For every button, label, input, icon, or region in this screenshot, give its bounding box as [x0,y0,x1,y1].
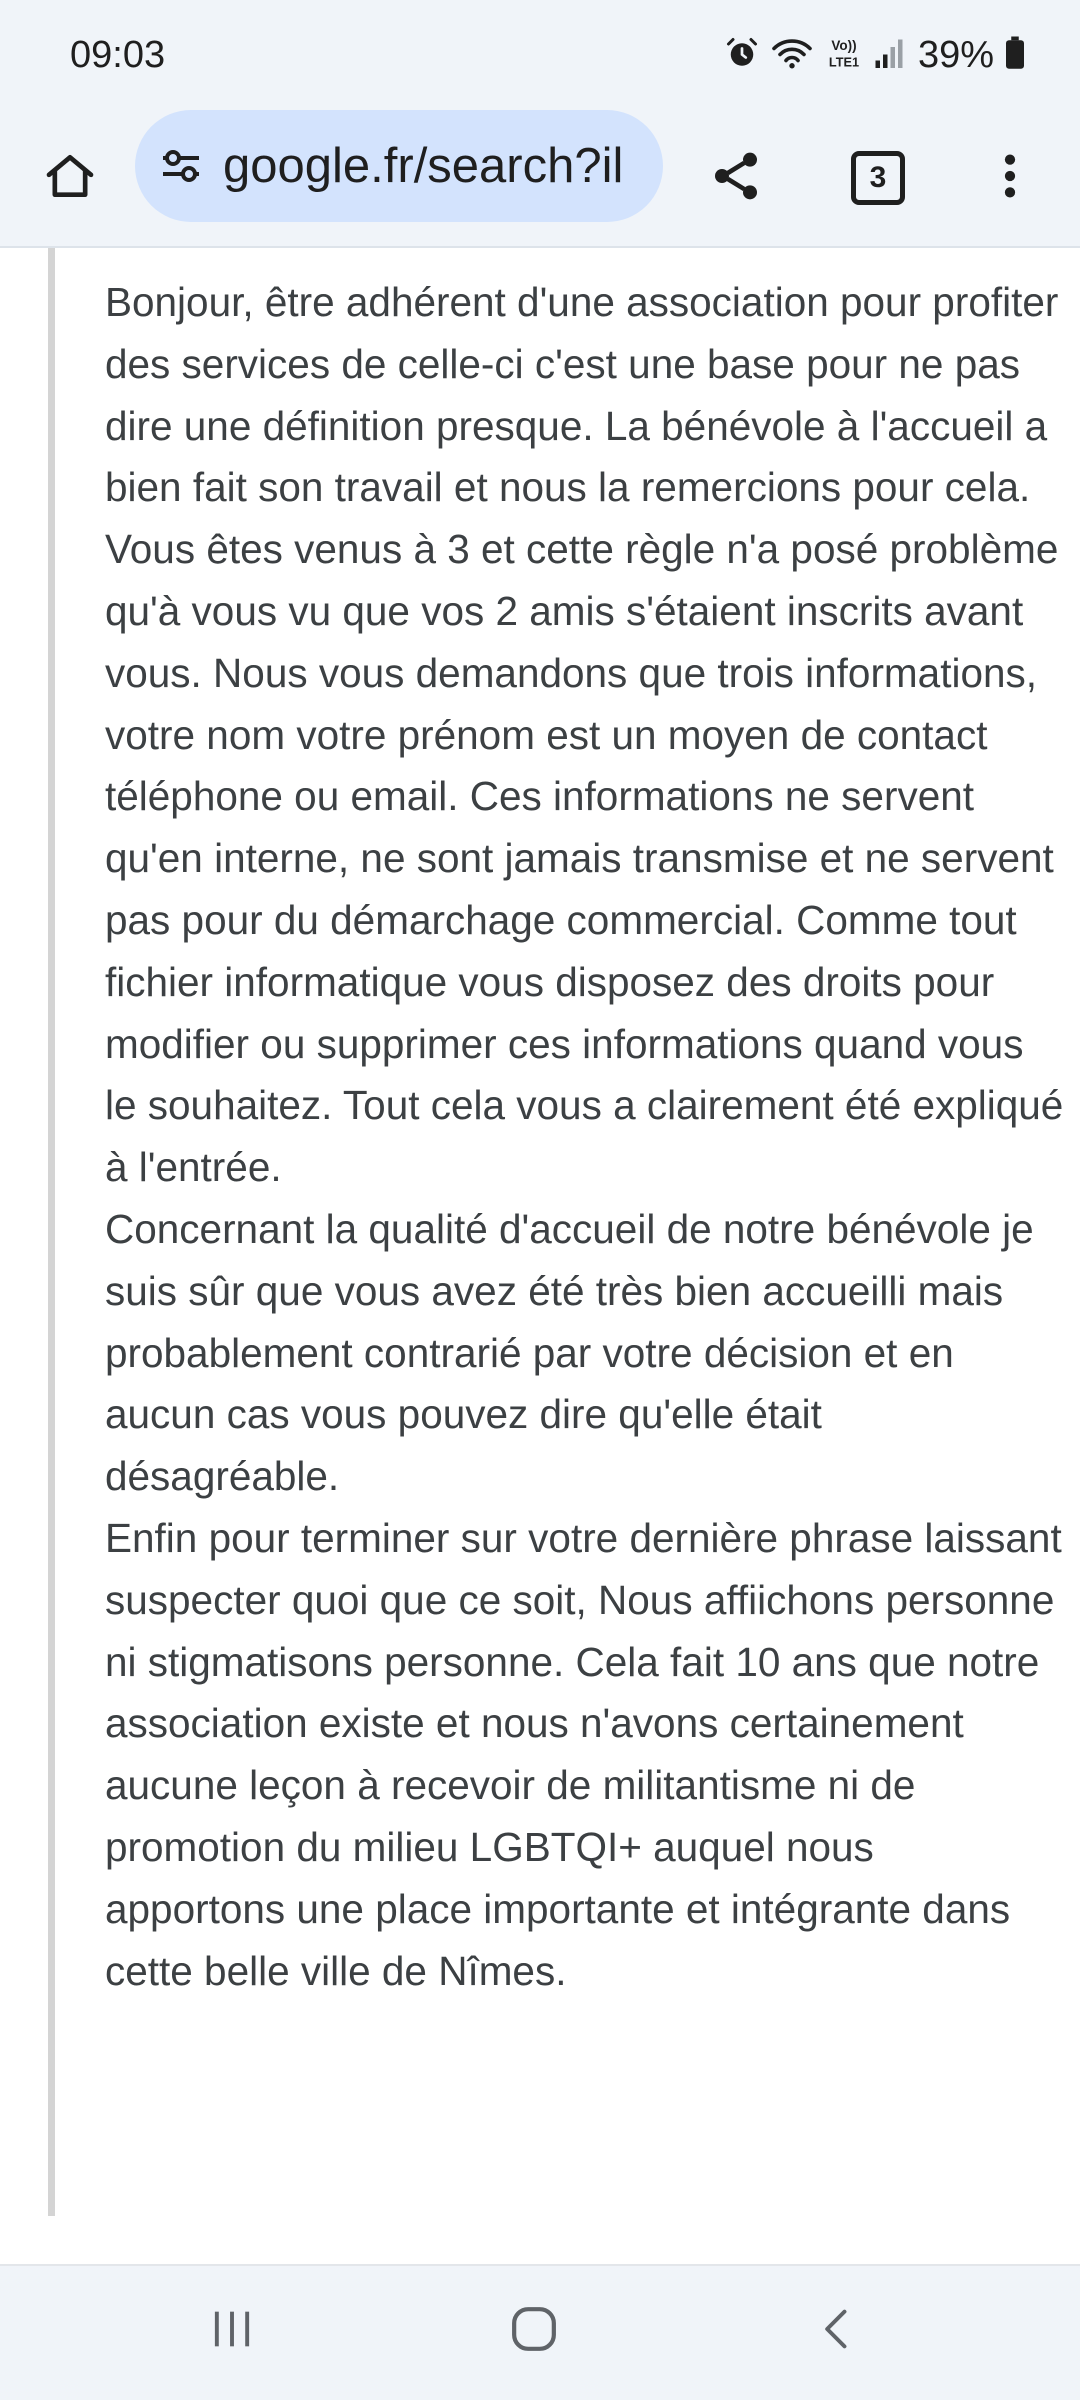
volte-icon [824,35,864,76]
recent-apps-icon [206,2303,258,2360]
url-text[interactable]: google.fr/search?il [223,139,624,193]
browser-toolbar [0,110,1080,246]
tab-count: 3 [869,161,887,194]
share-icon [708,148,764,209]
share-button[interactable] [696,138,776,218]
more-menu-button[interactable] [970,138,1050,218]
web-content[interactable] [0,248,1080,2264]
status-icons [724,34,1026,77]
battery-icon [1004,35,1026,76]
back-icon [812,2303,864,2360]
system-navigation-bar [0,2266,1080,2400]
response-paragraph: Bonjour, être adhérent d'une association pour profiter des services de celle-ci c'est une base pour ne pas dire une définition presque. La bénévole à l'accueil a bien fait son travail et nous la remercions pour cela. Vous êtes venus à 3 et cette règle n'a posé problème qu'à vous vu que vos 2 amis s'étaient inscrits avant vous. Nous vous demandons que trois informations, votre nom votre prénom est un moyen de contact téléphone ou email. Ces informations ne servent qu'en interne, ne sont jamais transmise et ne servent pas pour du démarchage commercial. Comme tout fichier informatique vous disposez des droits pour modifier ou supprimer ces informations quand vous le souhaitez. Tout cela vous a clairement été expliqué à l'entrée. [105,279,1064,1191]
wifi-icon [770,35,814,76]
status-time: 09:03 [70,34,166,76]
home-nav-button[interactable] [494,2296,574,2366]
back-button[interactable] [798,2296,878,2366]
network-label: LTE1 [828,54,860,70]
home-nav-icon [506,2301,562,2362]
home-icon [42,148,98,209]
tabs-icon [851,151,905,205]
battery-percent: 39% [917,34,994,76]
status-bar [0,0,1080,110]
omnibox[interactable] [135,110,663,222]
response-paragraph: Concernant la qualité d'accueil de notre bénévole je suis sûr que vous avez été très bien accueilli mais probablement contrarié par votre décision et en aucun cas vous pouvez dire qu'elle était désagréable. [105,1205,1034,1500]
tab-switcher-button[interactable] [838,138,918,218]
alarm-icon [724,35,760,76]
svg-text:Vo)): Vo)) [831,38,857,53]
signal-icon [874,35,904,76]
quote-bar [48,248,55,2216]
owner-response [105,272,1065,2002]
response-paragraph: Enfin pour terminer sur votre dernière phrase laissant suspecter quoi que ce soit, Nous affiichons personne ni stigmatisons personne. Cela fait 10 ans que notre association existe et nous n'avons certainement aucune leçon à recevoir de militantisme ni de promotion du milieu LGBTQI+ auquel nous apportons une place importante et intégrante dans cette belle ville de Nîmes. [105,1514,1062,1994]
home-button[interactable] [30,138,110,218]
recent-apps-button[interactable] [192,2296,272,2366]
more-vert-icon [982,148,1038,209]
site-settings-icon[interactable] [157,142,205,190]
